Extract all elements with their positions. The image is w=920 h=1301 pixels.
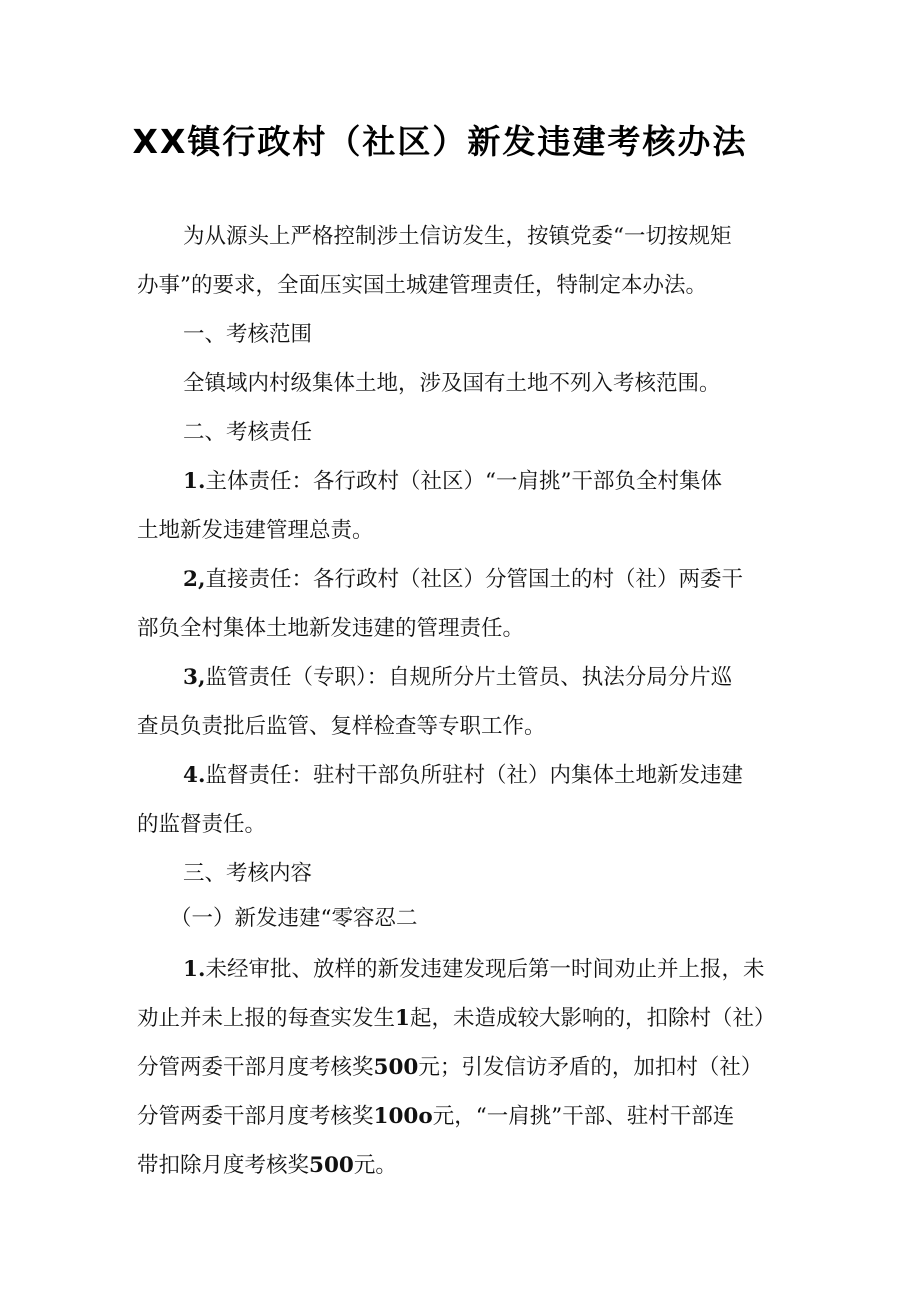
paragraph-line: 的监督责任。 bbox=[137, 812, 267, 837]
item-number: 1. bbox=[183, 469, 206, 494]
paragraph-line: 部负全村集体土地新发违建的管理责任。 bbox=[137, 616, 525, 641]
amount-value: 500 bbox=[309, 1153, 354, 1178]
item-number: 1. bbox=[183, 957, 206, 982]
section-heading: 三、考核内容 bbox=[183, 861, 313, 886]
amount-value: 500 bbox=[373, 1055, 419, 1080]
list-item: 4.监督责任：驻村干部负所驻村（社）内集体土地新发违建 bbox=[183, 763, 743, 788]
list-item: 1.未经审批、放样的新发违建发现后第一时间劝止并上报，未 bbox=[183, 957, 765, 982]
paragraph-line: 带扣除月度考核奖500元。 bbox=[137, 1153, 397, 1178]
paragraph-line: 分管两委干部月度考核奖500元；引发信访矛盾的，加扣村（社） bbox=[137, 1055, 763, 1080]
paragraph-line: 全镇域内村级集体土地，涉及国有土地不列入考核范围。 bbox=[183, 371, 721, 396]
paragraph-line: 为从源头上严格控制涉土信访发生，按镇党委“一切按规矩 bbox=[183, 224, 732, 249]
amount-value: 100o bbox=[373, 1104, 433, 1129]
item-number: 4. bbox=[183, 763, 206, 788]
paragraph-line: 劝止并未上报的每查实发生1起，未造成较大影响的，扣除村（社） bbox=[137, 1006, 776, 1031]
list-item: 2,直接责任：各行政村（社区）分管国土的村（社）两委干 bbox=[183, 567, 743, 592]
item-number: 3, bbox=[183, 665, 206, 690]
paragraph-line: 分管两委干部月度考核奖100o元，“一肩挑”干部、驻村干部连 bbox=[137, 1104, 735, 1129]
count-value: 1 bbox=[395, 1006, 410, 1031]
paragraph-line: 查员负责批后监管、复样检查等专职工作。 bbox=[137, 714, 546, 739]
list-item: 3,监管责任（专职）：自规所分片土管员、执法分局分片巡 bbox=[183, 665, 733, 690]
section-heading: 一、考核范围 bbox=[183, 322, 313, 347]
paragraph-line: 办事”的要求，全面压实国土城建管理责任，特制定本办法。 bbox=[137, 273, 707, 298]
subsection-heading: （一）新发违建“零容忍二 bbox=[170, 906, 418, 931]
item-number: 2, bbox=[183, 567, 206, 592]
paragraph-line: 土地新发违建管理总责。 bbox=[137, 518, 374, 543]
list-item: 1.主体责任：各行政村（社区）“一肩挑”干部负全村集体 bbox=[183, 469, 722, 494]
section-heading: 二、考核责任 bbox=[183, 420, 313, 445]
document-title: XX镇行政村（社区）新发违建考核办法 bbox=[132, 122, 748, 161]
